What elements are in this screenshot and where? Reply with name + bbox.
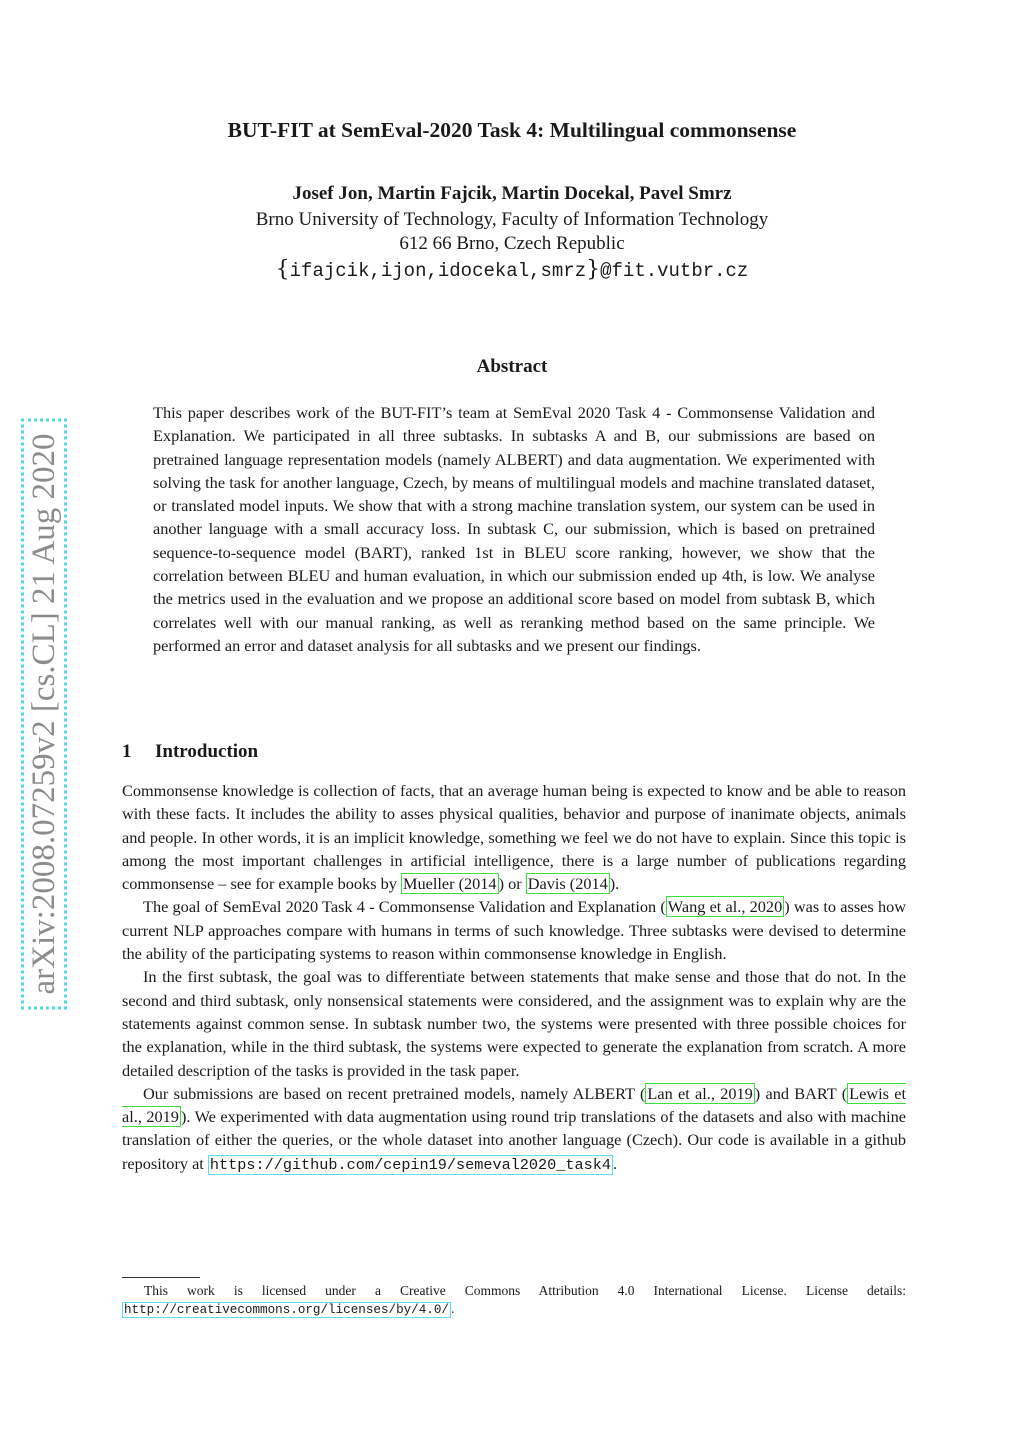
paper-title: BUT-FIT at SemEval-2020 Task 4: Multilingual commonsense [227,118,797,142]
intro-paragraph-1-text: Commonsense knowledge is collection of facts, that an average human being is expected to know and be able to reason with these facts. It includes the ability to asses physical qualities, behavior and purpose of inanimate objects, animals and people. In other words, it is an implicit knowledge, something we feel we do not have to explain. Since this topic is among the most important challenges in artificial intelligence, there is a large number of publications regarding commonsense – see for example books by [122,781,906,894]
author-list: Josef Jon, Martin Fajcik, Martin Docekal, Pavel Smrz [292,183,732,204]
affiliation-institution: Brno University of Technology, Faculty of Information Technology [255,209,769,230]
intro-paragraph-1-mid: ) or [498,874,522,894]
intro-paragraph-4-mid2: ). We experimented with data augmentation using round trip translations of the datasets and also with machine translation of either the queries, or the whole dataset into another language (Czech). Our code is available in a github repository at [122,1107,906,1173]
intro-paragraph-3 [122,965,906,1081]
email-domain: @fit.vutbr.cz [600,260,749,282]
intro-paragraph-4-mid: ) and BART ( [754,1083,848,1103]
intro-paragraph-2 [122,895,906,965]
section-number: 1 [122,741,132,762]
abstract-body: This paper describes work of the BUT-FIT’s team at SemEval 2020 Task 4 - Commonsense Validation and Explanation. We participated in all three subtasks. In subtasks A and B, our submissions are based on pretrained language representation models (namely ALBERT) and data augmentation. We experimented with solving the task for another language, Czech, by means of multilingual models and machine translated dataset, or translated model inputs. We show that with a strong machine translation system, our system can be used in another language with a small accuracy loss. In subtask C, our submission, which is based on pretrained sequence-to-sequence model (BART), ranked 1st in BLEU score ranking, however, we show that the correlation between BLEU and human evaluation, in which our submission ended up 4th, is low. We analyse the metrics used in the evaluation and we propose an additional score based on model from subtask B, which correlates well with our manual ranking, as well as reranking method based on the same principle. We performed an error and dataset analysis for all subtasks and we present our findings. [153,403,875,655]
citation-lan-2019[interactable]: Lan et al., 2019 [647,1083,753,1103]
close-brace: } [586,257,601,282]
footnote-end: . [450,1301,455,1316]
intro-body [122,779,906,1177]
intro-paragraph-2-text: The goal of SemEval 2020 Task 4 - Commonsense Validation and Explanation ( [143,897,666,917]
footnote-text: This work is licensed under a Creative Commons Attribution 4.0 International License. License details: [144,1283,906,1298]
citation-lewis-2019[interactable]: Lewis et al., 2019 [122,1083,906,1127]
intro-paragraph-2-end: ) was to asses how current NLP approaches compare with humans in terms of such knowledge. Three subtasks were devised to determine the ability of the participating systems to reason within commonsense knowledge in English. [122,897,907,964]
affiliation-address: 612 66 Brno, Czech Republic [399,233,625,254]
arxiv-stamp[interactable]: arXiv:2008.07259v2 [cs.CL] 21 Aug 2020 [21,419,67,1010]
abstract-heading: Abstract [476,356,548,377]
email-usernames: ifajcik,ijon,idocekal,smrz [289,260,587,282]
author-emails [0,257,1024,282]
citation-wang-2020[interactable]: Wang et al., 2020 [667,897,783,917]
intro-paragraph-4-text: Our submissions are based on recent pretrained models, namely ALBERT ( [143,1083,646,1103]
license-footnote [122,1282,906,1319]
section-heading [122,741,258,763]
intro-paragraph-4-end: . [612,1153,618,1173]
intro-paragraph-1 [122,779,906,895]
intro-paragraph-3-text: In the first subtask, the goal was to differentiate between statements that make sense and those that do not. In the second and third subtask, only nonsensical statements were considered, and the assignment was to explain why are the statements against common sense. In subtask number two, the systems were presented with three possible choices for the explanation, while in the third subtask, the systems were expected to generate the explanation from scratch. A more detailed description of the tasks is provided in the task paper. [122,967,906,1080]
intro-paragraph-1-end: ). [609,874,620,894]
license-link[interactable]: http://creativecommons.org/licenses/by/4.0/ [124,1303,449,1317]
section-title: Introduction [155,741,259,762]
footnote-rule [122,1277,200,1278]
citation-davis-2014[interactable]: Davis (2014 [527,874,608,894]
github-repo-link[interactable]: https://github.com/cepin19/semeval2020_task4 [209,1155,611,1174]
intro-paragraph-4 [122,1082,906,1177]
open-brace: { [275,257,290,282]
citation-mueller-2014[interactable]: Mueller (2014 [402,874,497,894]
